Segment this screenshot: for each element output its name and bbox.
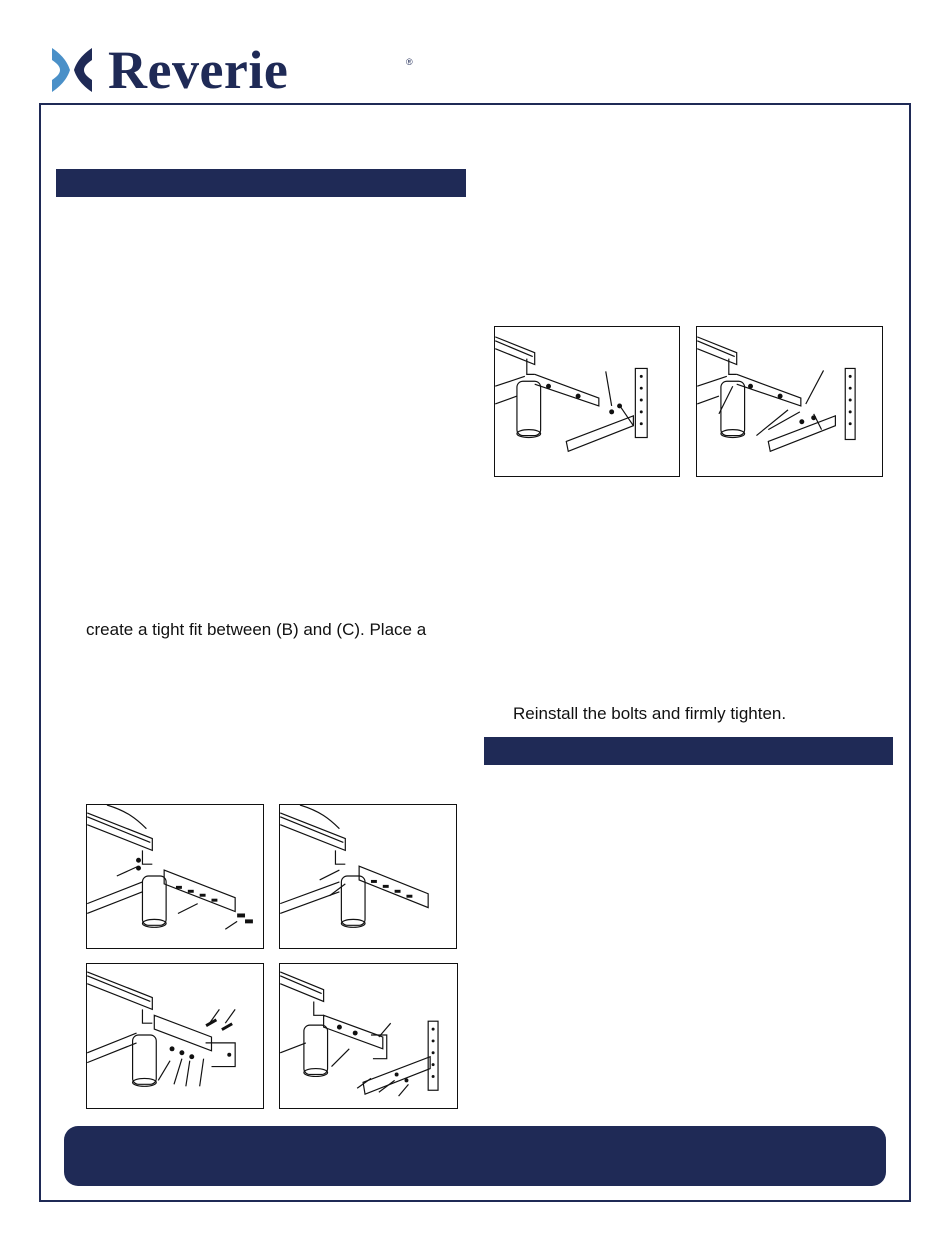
section-header-bar-left	[56, 169, 466, 197]
bed-frame-bracket-diagram-icon	[87, 805, 263, 948]
instruction-text-right: Reinstall the bolts and firmly tighten.	[513, 704, 787, 723]
bed-frame-bracket-diagram-icon	[280, 964, 457, 1108]
section-header-bar-right	[484, 737, 893, 765]
brand-logo	[50, 40, 413, 100]
brand-name: Reverie	[108, 40, 289, 100]
reverie-x-logo-icon	[50, 46, 94, 94]
figure-top-right	[696, 326, 883, 477]
bed-frame-bracket-diagram-icon	[280, 805, 456, 948]
figure-bottom-2	[279, 804, 457, 949]
bed-frame-bracket-diagram-icon	[495, 327, 679, 476]
bed-frame-bracket-diagram-icon	[697, 327, 882, 476]
bed-frame-bracket-diagram-icon	[87, 964, 263, 1108]
figure-bottom-3	[86, 963, 264, 1109]
registered-mark: ®	[406, 57, 413, 67]
figure-bottom-1	[86, 804, 264, 949]
figure-top-left	[494, 326, 680, 477]
instruction-text-left: create a tight fit between (B) and (C). Place a	[86, 620, 427, 639]
figure-bottom-4	[279, 963, 458, 1109]
footer-banner	[64, 1126, 886, 1186]
